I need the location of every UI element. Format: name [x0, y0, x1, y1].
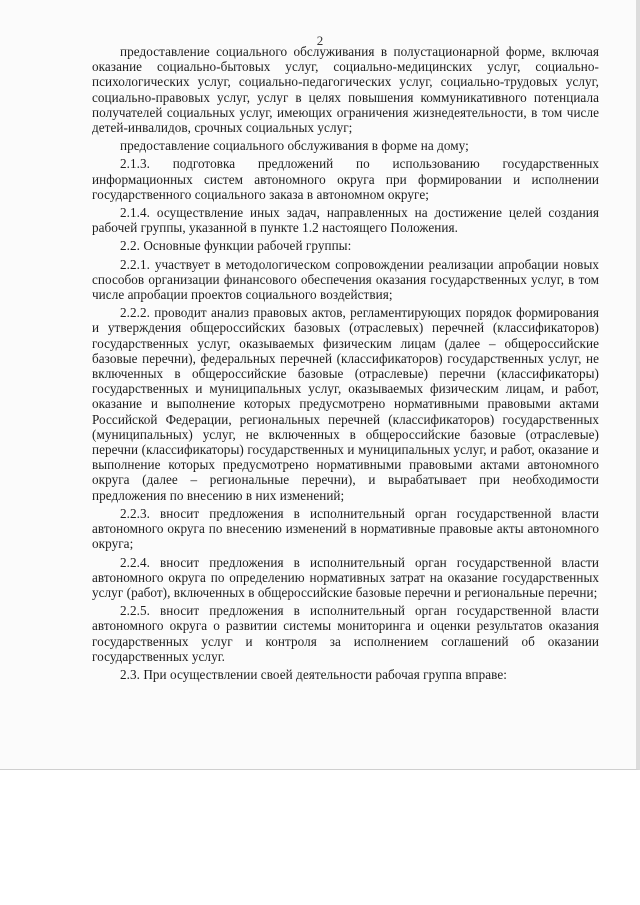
paragraph: 2.2.4. вносит предложения в исполнительный орган государственной власти автономного округа по определению нормативных затрат на оказание государственных услуг (работ), включенных в общероссийские базовые перечни и региональные перечни;	[92, 554, 599, 600]
paragraph: предоставление социального обслуживания в форме на дому;	[120, 138, 469, 154]
document-body	[92, 44, 599, 682]
paragraph: 2.3. При осуществлении своей деятельности рабочая группа вправе:	[120, 666, 507, 682]
blank-area	[0, 770, 640, 905]
paragraph: предоставление социального обслуживания в полустационарной форме, включая оказание социально-бытовых услуг, социально-медицинских услуг, социально-психологических услуг, социально-педагогических услуг, социально-трудовых услуг, социально-правовых услуг, услуг в целях повышения коммуникативного потенциала получателей социальных услуг, имеющих ограничения жизнедеятельности, в том числе детей-инвалидов, срочных социальных услуг;	[92, 44, 599, 136]
paragraph: 2.1.3. подготовка предложений по использованию государственных информационных систем автономного округа при формировании и исполнении государственного социального заказа в автономном округе;	[92, 156, 599, 202]
paragraph: 2.1.4. осуществление иных задач, направленных на достижение целей создания рабочей группы, указанной в пункте 1.2 настоящего Положения.	[92, 205, 599, 236]
paragraph: 2.2.2. проводит анализ правовых актов, регламентирующих порядок формирования и утверждения общероссийских базовых (отраслевых) перечней (классификаторов) государственных услуг, оказываемых физическим лицам (далее – общероссийские базовые перечни), федеральных перечней (классификаторов) государственных услуг, не включенных в общероссийские базовые (отраслевые) перечни (классификаторы) государственных и муниципальных услуг, оказываемых физическим лицам, и работ, оказание и выполнение которых предусмотрено нормативными правовыми актами Российской Федерации, региональных перечней (классификаторов) государственных (муниципальных) услуг, не включенных в общероссийские базовые (отраслевые) перечни (классификаторы) государственных и муниципальных услуг, и работ, оказание и выполнение которых предусмотрено нормативными правовыми актами автономного округа (далее – региональные перечни), и вырабатывает при необходимости предложения по внесению в них изменений;	[92, 305, 599, 503]
page-number: 2	[316, 33, 324, 48]
paragraph: 2.2.3. вносит предложения в исполнительный орган государственной власти автономного округа по внесению изменений в нормативные правовые акты автономного округа;	[92, 505, 599, 552]
paragraph: 2.2.1. участвует в методологическом сопровождении реализации апробации новых способов организации финансового обеспечения оказания государственных услуг, в том числе апробации проектов социального воздействия;	[92, 256, 599, 303]
paragraph: 2.2.5. вносит предложения в исполнительный орган государственной власти автономного округа о развитии системы мониторинга и оценки результатов оказания государственных услуг и контроля за исполнением соглашений об оказании государственных услуг.	[92, 603, 599, 664]
paragraph: 2.2. Основные функции рабочей группы:	[120, 238, 352, 254]
